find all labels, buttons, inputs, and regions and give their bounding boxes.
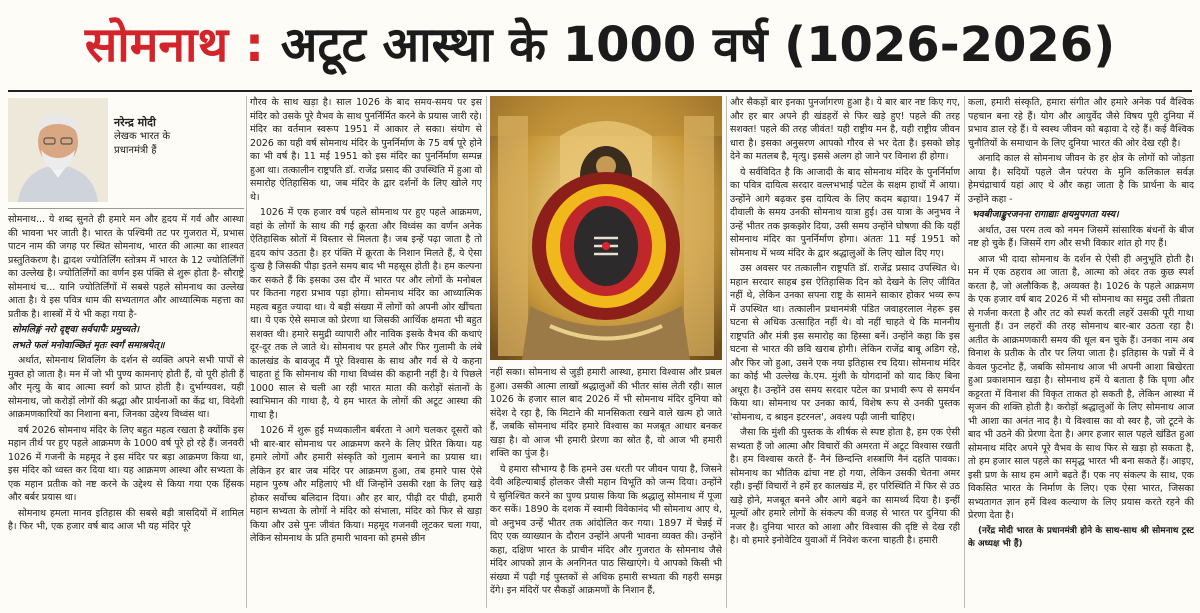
shivling-image (490, 96, 722, 360)
author-role-line2: प्रधानमंत्री हैं (114, 145, 157, 156)
paragraph: अनादि काल से सोमनाथ जीवन के हर क्षेत्र के लोगों को जोड़ता आया है। सदियों पहले जैन परंपरा के मुनि कलिकाल सर्वज्ञ हेमचंद्राचार्य यहां आए थे और कहा जाता है कि प्रार्थना के बाद उन्होंने कहा - (968, 153, 1194, 205)
paragraph: 1026 में शुरू हुई मध्यकालीन बर्बरता ने आगे चलकर दूसरों को भी बार-बार सोमनाथ पर आक्रमण करने के लिए प्रेरित किया। यह हमारे लोगों और हमारी संस्कृति को गुलाम बनाने का प्रयास था। लेकिन हर बार जब मंदिर पर आक्रमण हुआ, तब हमारे पास ऐसे महान पुरुष और महिलाएं भी थीं जिन्होंने उसकी रक्षा के लिए खड़े होकर सर्वोच्च बलिदान दिया। और हर बार, पीढ़ी दर पीढ़ी, हमारी महान सभ्यता के लोगों ने मंदिर को संभाला, मंदिर को फिर से खड़ा किया और उसे पुनः जीवंत किया। महमूद गजनवी लूटकर चला गया, लेकिन सोमनाथ के प्रति हमारी भावना को हमसे छीन (250, 425, 482, 544)
author-role-line1: लेखक भारत के (114, 131, 171, 142)
author-box (8, 96, 244, 209)
paragraph: अर्थात, सोमनाथ शिवलिंग के दर्शन से व्यक्ति अपने सभी पापों से मुक्त हो जाता है। मन में जो भी पुण्य कामनाएं होती हैं, वो पूरी होती हैं और मृत्यु के बाद आत्मा स्वर्ग को प्राप्त होती है। दुर्भाग्यवश, यही सोमनाथ, जो करोड़ों लोगों की श्रद्धा और प्रार्थनाओं का केंद्र था, विदेशी आक्रमणकारियों का निशाना बना, जिनका उद्देश्य विध्वंस था। (8, 355, 244, 420)
paragraph: अर्थात, उस परम तत्व को नमन जिसमें सांसारिक बंधनों के बीज नष्ट हो चुके हैं। जिसमें राग और सभी विकार शांत हो गए हैं। (968, 224, 1194, 249)
column-separator (726, 96, 727, 608)
paragraph: जैसा कि मुंशी की पुस्तक के शीर्षक से स्पष्ट होता है, हम एक ऐसी सभ्यता हैं जो आत्मा और विचारों की अमरता में अटूट विश्वास रखती है। हम विश्वास करते हैं- नैनं छिन्दन्ति शस्त्राणि नैनं दहति पावकः। सोमनाथ का भौतिक ढांचा नष्ट हो गया, लेकिन उसकी चेतना अमर रही। इन्हीं विचारों ने हमें हर कालखंड में, हर परिस्थिति में फिर से उठ खड़े होने, मजबूत बनने और आगे बढ़ने का सामर्थ्य दिया है। इन्हीं मूल्यों और हमारे लोगों के संकल्प की वजह से भारत पर दुनिया की नजर है। दुनिया भारत को आशा और विश्वास की दृष्टि से देख रही है। वो हमारे इनोवेटिव युवाओं में निवेश करना चाहती है। हमारी (730, 427, 960, 546)
article-column-3 (490, 96, 722, 608)
paragraph: नहीं सका। सोमनाथ से जुड़ी हमारी आस्था, हमारा विश्वास और प्रबल हुआ। उसकी आत्मा लाखों श्रद्धालुओं की भीतर सांस लेती रही। साल 1026 के हजार साल बाद 2026 में भी सोमनाथ मंदिर दुनिया को संदेश दे रहा है, कि मिटाने की मानसिकता रखने वाले खत्म हो जाते हैं, जबकि सोमनाथ मंदिर हमारे विश्वास का मजबूत आधार बनकर खड़ा है। वो आज भी हमारी प्रेरणा का स्रोत है, वो आज भी हमारी शक्ति का पुंज है। (490, 367, 722, 459)
verse-line: भवबीजाङ्कुरजनना रागाद्याः क्षयमुपगता यस्य। (972, 209, 1119, 220)
paragraph: उस अवसर पर तत्कालीन राष्ट्रपति डॉ. राजेंद्र प्रसाद उपस्थित थे। महान सरदार साहब इस ऐतिहासिक दिन को देखने के लिए जीवित नहीं थे, लेकिन उनका सपना राष्ट्र के सामने साकार होकर भव्य रूप में उपस्थित था। तत्कालीन प्रधानमंत्री पंडित जवाहरलाल नेहरू इस घटना से अधिक उत्साहित नहीं थे। वो नहीं चाहते थे कि माननीय राष्ट्रपति और मंत्री इस समारोह का हिस्सा बनें। उन्होंने कहा कि इस घटना से भारत की छवि खराब होगी। लेकिन राजेंद्र बाबू अडिग रहे, और फिर जो हुआ, उसने एक नया इतिहास रच दिया। सोमनाथ मंदिर का कोई भी उल्लेख के.एम. मुंशी के योगदानों को याद किए बिना अधूरा है। उन्होंने उस समय सरदार पटेल का प्रभावी रूप से समर्थन किया था। सोमनाथ पर उनका कार्य, विशेष रूप से उनकी पुस्तक 'सोमनाथ, द श्राइन इटरनल', अवश्य पढ़ी जानी चाहिए। (730, 263, 960, 423)
paragraph: ये हमारा सौभाग्य है कि हमने उस धरती पर जीवन पाया है, जिसने देवी अहिल्याबाई होलकर जैसी महान विभूति को जन्म दिया। उन्होंने ये सुनिश्चित करने का पुण्य प्रयास किया कि श्रद्धालु सोमनाथ में पूजा कर सकें। 1890 के दशक में स्वामी विवेकानंद भी सोमनाथ आए थे, वो अनुभव उन्हें भीतर तक आंदोलित कर गया। 1897 में चेन्नई में दिए एक व्याख्यान के दौरान उन्होंने अपनी भावना व्यक्त की। उन्होंने कहा, दक्षिण भारत के प्राचीन मंदिर और गुजरात के सोमनाथ जैसे मंदिर आपको ज्ञान के अनगिनत पाठ सिखाएंगे। ये आपको किसी भी संख्या में पढ़ी गई पुस्तकों से अधिक हमारी सभ्यता की गहरी समझ देंगे। इन मंदिरों पर सैकड़ों आक्रमणों के निशान हैं, (490, 463, 722, 596)
author-photo-image (8, 98, 108, 202)
headline-text (0, 0, 1200, 80)
author-note: (नरेंद्र मोदी भारत के प्रधानमंत्री होने के साथ-साथ श्री सोमनाथ ट्रस्ट के अध्यक्ष भी हैं) (968, 525, 1194, 549)
article-column-1 (8, 96, 244, 608)
paragraph: गौरव के साथ खड़ा है। साल 1026 के बाद समय-समय पर इस मंदिर को उसके पूरे वैभव के साथ पुनर्निर्मित करने के प्रयास जारी रहे। मंदिर का वर्तमान स्वरूप 1951 में आकार ले सका। संयोग से 2026 का यही वर्ष सोमनाथ मंदिर के पुनर्निर्माण के 75 वर्ष पूरे होने का भी वर्ष है। 11 मई 1951 को इस मंदिर का पुनर्निर्माण सम्पन्न हुआ था। तत्कालीन राष्ट्रपति डॉ. राजेंद्र प्रसाद की उपस्थिति में हुआ वो समारोह ऐतिहासिक था, जब मंदिर के द्वार दर्शनों के लिए खोले गए थे। (250, 97, 482, 203)
column-separator (486, 96, 487, 608)
author-info (114, 116, 170, 158)
paragraph: ये सर्वविदित है कि आजादी के बाद सोमनाथ मंदिर के पुनर्निर्माण का पवित्र दायित्व सरदार वल्लभभाई पटेल के सक्षम हाथों में आया। उन्होंने आगे बढ़कर इस दायित्व के लिए कदम बढ़ाया। 1947 में दीवाली के समय उनकी सोमनाथ यात्रा हुई। उस यात्रा के अनुभव ने उन्हें भीतर तक झकझोर दिया, उसी समय उन्होंने घोषणा की कि यहीं सोमनाथ मंदिर का पुनर्निर्माण होगा। अंततः 11 मई 1951 को सोमनाथ में भव्य मंदिर के द्वार श्रद्धालुओं के लिए खोल दिए गए। (730, 166, 960, 259)
headline-rule (8, 90, 1192, 92)
verse-line: सोमलिङ्गं नरो दृष्ट्वा सर्वपापैः प्रमुच्यते। (12, 324, 140, 335)
headline-rest: अटूट आस्था के 1000 वर्ष (1026-2026) (264, 17, 1116, 73)
author-photo (8, 98, 108, 202)
author-name: नरेन्द्र मोदी (114, 116, 156, 129)
paragraph: 1026 में एक हजार वर्ष पहले सोमनाथ पर हुए पहले आक्रमण, वहां के लोगों के साथ की गई क्रूरता और विध्वंस का वर्णन अनेक ऐतिहासिक स्रोतों में विस्तार से मिलता है। जब इन्हें पढ़ा जाता है तो हृदय कांप उठता है। हर पंक्ति में क्रूरता के निशान मिलते हैं, ये ऐसा दुःख है जिसकी पीड़ा इतने समय बाद भी महसूस होती है। हम कल्पना कर सकते हैं कि इसका उस दौर में भारत पर और लोगों के मनोबल पर कितना गहरा प्रभाव पड़ा होगा। सोमनाथ मंदिर का आध्यात्मिक महत्व बहुत ज्यादा था। ये बड़ी संख्या में लोगों को अपनी ओर खींचता था। ये एक ऐसे समाज को प्रेरणा था जिसकी आर्थिक क्षमता भी बहुत सशक्त थी। हमारे समुद्री व्यापारी और नाविक इसके वैभव की कथाएं दूर-दूर तक ले जाते थे। सोमनाथ पर हमले और फिर गुलामी के लंबे कालखंड के बावजूद मैं पूरे विश्वास के साथ और गर्व से ये कहना चाहता हूं कि सोमनाथ की गाथा विध्वंस की कहानी नहीं है। ये पिछले 1000 साल से चली आ रही भारत माता की करोड़ों संतानों के स्वाभिमान की गाथा है, ये हम भारत के लोगों की अटूट आस्था की गाथा है। (250, 207, 482, 421)
paragraph: कला, हमारी संस्कृति, हमारा संगीत और हमारे अनेक पर्व वैश्विक पहचान बना रहे हैं। योग और आयुर्वेद जैसे विषय पूरी दुनिया में प्रभाव डाल रहे हैं। ये स्वस्थ जीवन को बढ़ावा दे रहे हैं। कई वैश्विक चुनौतियों के समाधान के लिए दुनिया भारत की ओर देख रही है। (968, 97, 1194, 149)
paragraph: सोमनाथ हमला मानव इतिहास की सबसे बड़ी त्रासदियों में शामिल है। फिर भी, एक हजार वर्ष बाद आज भी यह मंदिर पूरे (8, 507, 244, 532)
paragraph: सोमनाथ... ये शब्द सुनते ही हमारे मन और हृदय में गर्व और आस्था की भावना भर जाती है। भारत के पश्चिमी तट पर गुजरात में, प्रभास पाटन नाम की जगह पर स्थित सोमनाथ, भारत की आत्मा का शाश्वत प्रस्तुतिकरण है। द्वादश ज्योतिर्लिंग स्तोत्रम में भारत के 12 ज्योतिर्लिंगों का उल्लेख है। ज्योतिर्लिंगों का वर्णन इस पंक्ति से शुरू होता है- सौराष्ट्रे सोमनाथं च... यानि ज्योतिर्लिंगों में सबसे पहले सोमनाथ का उल्लेख आता है। ये इस पवित्र धाम की सभ्यतागत और आध्यात्मिक महत्ता का प्रतीक है। शास्त्रों में ये भी कहा गया है- (8, 214, 244, 320)
paragraph: वर्ष 2026 सोमनाथ मंदिर के लिए बहुत महत्व रखता है क्योंकि इस महान तीर्थ पर हुए पहले आक्रमण के 1000 वर्ष पूरे हो रहे हैं। जनवरी 1026 में गजनी के महमूद ने इस मंदिर पर बड़ा आक्रमण किया था, इस मंदिर को ध्वस्त कर दिया था। यह आक्रमण आस्था और सभ्यता के एक महान प्रतीक को नष्ट करने के उद्देश्य से किया गया एक हिंसक और बर्बर प्रयास था। (8, 424, 244, 503)
article-column-4 (730, 96, 960, 608)
temple-photo (490, 96, 722, 360)
article-column-2 (250, 96, 482, 608)
column-separator (964, 96, 965, 608)
paragraph: और सैकड़ों बार इनका पुनर्जागरण हुआ है। ये बार बार नष्ट किए गए, और हर बार अपने ही खंडहरों से फिर खड़े हुए! पहले की तरह सशक्त! पहले की तरह जीवंत! यही राष्ट्रीय मन है, यही राष्ट्रीय जीवन धारा है। इसका अनुसरण आपको गौरव से भर देता है। इसको छोड़ देने का मतलब है, मृत्यु। इससे अलग हो जाने पर विनाश ही होगा। (730, 97, 960, 162)
headline (0, 0, 1200, 88)
headline-somnath: सोमनाथ : (84, 17, 265, 73)
paragraph: आज भी दादा सोमनाथ के दर्शन से ऐसी ही अनुभूति होती है। मन में एक ठहराव आ जाता है, आत्मा को अंदर तक कुछ स्पर्श करता है, जो अलौकिक है, अव्यक्त है। 1026 के पहले आक्रमण के एक हजार वर्ष बाद 2026 में भी सोमनाथ का समुद्र उसी तीव्रता से गर्जना करता है और तट को स्पर्श करती लहरें उसकी पूरी गाथा सुनाती हैं। उन लहरों की तरह सोमनाथ बार-बार उठता रहा है। अतीत के आक्रमणकारी समय की धूल बन चुके हैं। उनका नाम अब विनाश के प्रतीक के तौर पर लिया जाता है। इतिहास के पन्नों में वे केवल फुटनोट हैं, जबकि सोमनाथ आज भी अपनी आशा बिखेरता हुआ प्रकाशमान खड़ा है। सोमनाथ हमें ये बताता है कि घृणा और कट्टरता में विनाश की विकृत ताकत हो सकती है, लेकिन आस्था में सृजन की शक्ति होती है। करोड़ों श्रद्धालुओं के लिए सोमनाथ आज भी आशा का अनंत नाद है। ये विश्वास का वो स्वर है, जो टूटने के बाद भी उठने की प्रेरणा देता है। अगर हजार साल पहले खंडित हुआ सोमनाथ मंदिर अपने पूरे वैभव के साथ फिर से खड़ा हो सकता है, तो हम हजार साल पहले का समृद्ध भारत भी बना सकते हैं। आइए, इसी प्रण के साथ हम आगे बढ़ते हैं। एक नए संकल्प के साथ, एक विकसित भारत के निर्माण के लिए। एक ऐसा भारत, जिसका सभ्यतागत ज्ञान हमें विश्व कल्याण के लिए प्रयास करते रहने की प्रेरणा देता है। (968, 253, 1194, 521)
article-column-5 (968, 96, 1194, 608)
verse-line: लभते फलं मनोवाञ्छितं मृतः स्वर्गं समाश्रयेत्॥ (12, 339, 165, 351)
column-separator (246, 96, 247, 608)
